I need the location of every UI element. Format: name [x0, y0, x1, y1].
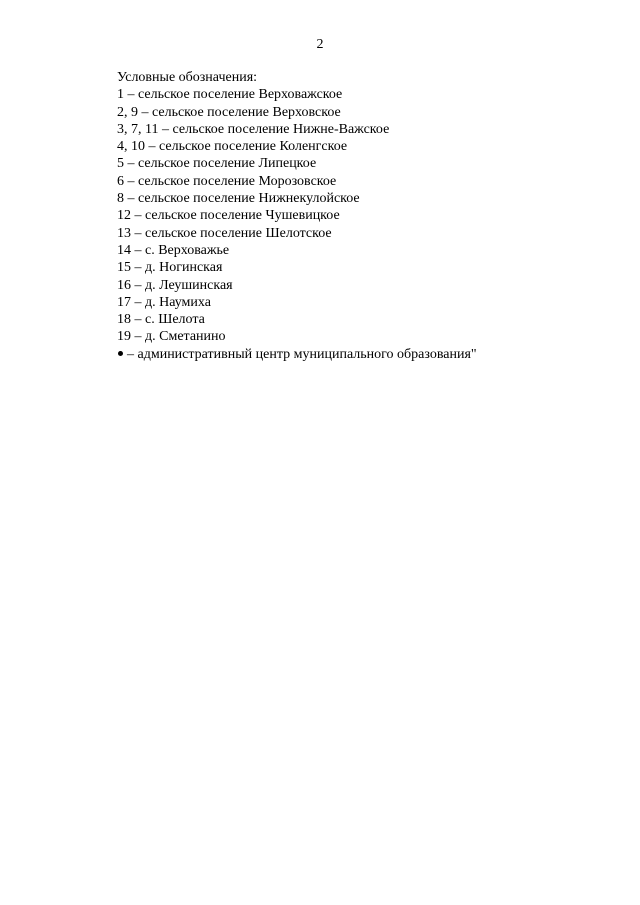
- legend-bullet-text: – административный центр муниципального образования": [127, 346, 477, 362]
- legend-item: 15 – д. Ногинская: [117, 260, 223, 276]
- legend-title: Условные обозначения:: [117, 70, 258, 85]
- legend-bullet-item: [117, 346, 597, 363]
- page-number: 2: [316, 37, 324, 52]
- legend-item: 5 – сельское поселение Липецкое: [117, 156, 317, 172]
- legend-item: 1 – сельское поселение Верховажское: [117, 87, 343, 103]
- legend-item: 17 – д. Наумиха: [117, 294, 211, 310]
- legend-item: 12 – сельское поселение Чушевицкое: [117, 208, 340, 224]
- legend-item: 16 – д. Леушинская: [117, 277, 233, 293]
- legend-item: 8 – сельское поселение Нижнекулойское: [117, 191, 360, 207]
- legend-item: 3, 7, 11 – сельское поселение Нижне-Важское: [117, 121, 390, 137]
- legend-item: 6 – сельское поселение Морозовское: [117, 173, 337, 189]
- legend-item: 14 – с. Верховажье: [117, 242, 230, 258]
- bullet-dot-icon: [118, 351, 123, 356]
- legend-item: 4, 10 – сельское поселение Коленгское: [117, 139, 348, 155]
- legend-item: 2, 9 – сельское поселение Верховское: [117, 104, 341, 120]
- legend-item: 13 – сельское поселение Шелотское: [117, 225, 332, 241]
- legend: [117, 69, 597, 363]
- legend-item: 19 – д. Сметанино: [117, 329, 226, 345]
- legend-item: 18 – с. Шелота: [117, 312, 205, 328]
